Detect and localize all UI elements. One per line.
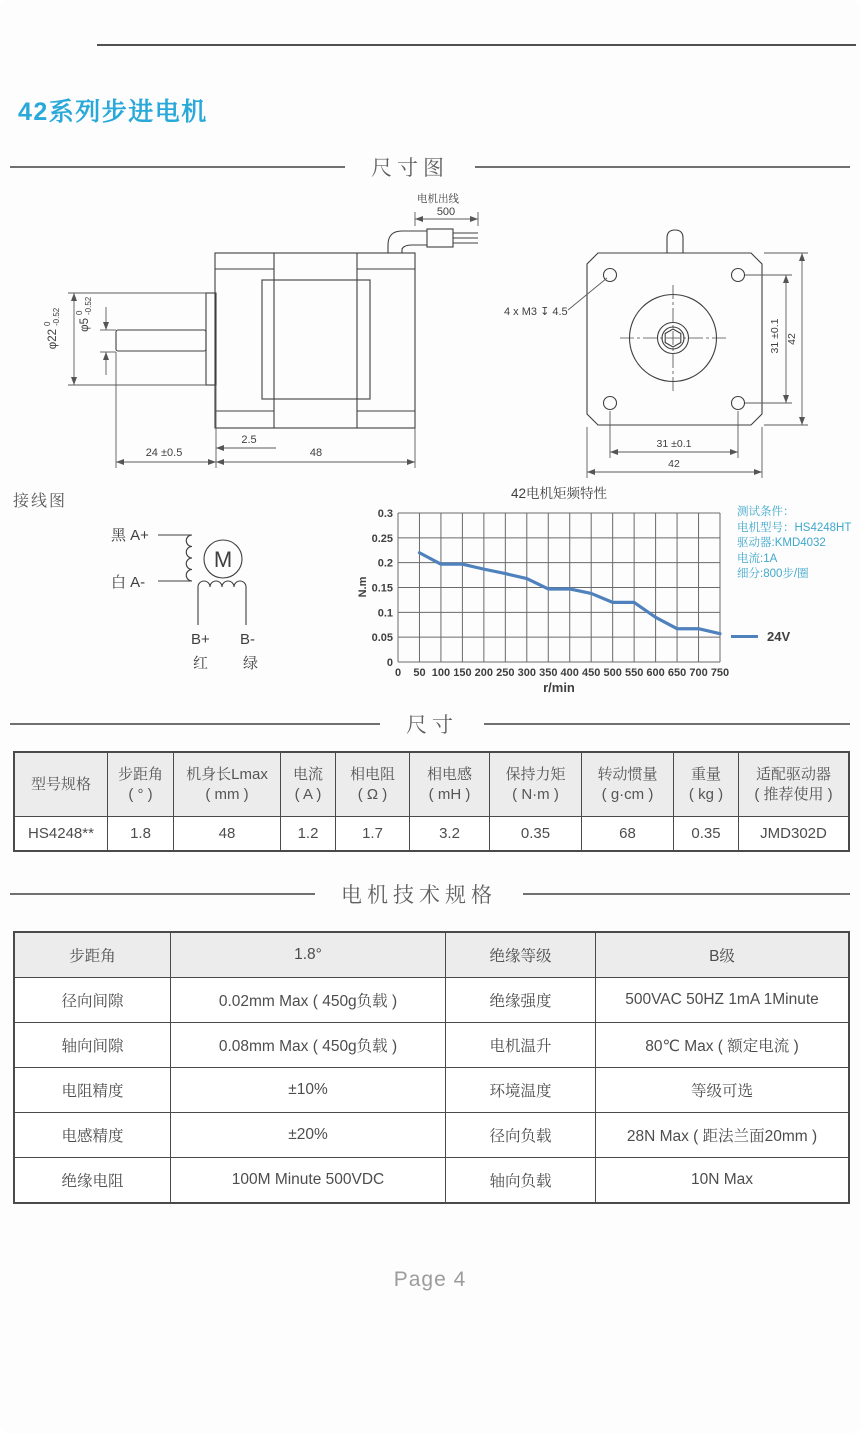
top-rule bbox=[97, 44, 856, 46]
motor-cable bbox=[388, 229, 478, 253]
col-header-phase-inductance: 相电感 ( mH ) bbox=[409, 753, 489, 816]
hole-note: 4 x M3 ↧ 4.5 bbox=[504, 306, 568, 318]
phase-b-plus-label: B+ bbox=[191, 631, 210, 648]
cell-weight: 0.35 bbox=[673, 816, 738, 850]
svg-text:-0.52: -0.52 bbox=[52, 307, 61, 326]
spec-label: 绝缘电阻 bbox=[15, 1157, 170, 1202]
spec-label: 环境温度 bbox=[445, 1067, 595, 1112]
section-header-dimension bbox=[10, 152, 850, 182]
hole-pitch-h-dim: 31 ±0.1 bbox=[656, 438, 692, 450]
x-tick-label: 150 bbox=[453, 667, 472, 679]
svg-text:φ5: φ5 bbox=[79, 318, 91, 332]
x-tick-label: 700 bbox=[689, 667, 708, 679]
size-spec-table bbox=[13, 751, 850, 852]
spec-label: 绝缘强度 bbox=[445, 977, 595, 1022]
y-tick-label: 0.1 bbox=[377, 607, 393, 620]
spec-label: 绝缘等级 bbox=[445, 933, 595, 977]
x-tick-label: 350 bbox=[539, 667, 558, 679]
cell-holding-torque: 0.35 bbox=[489, 816, 581, 850]
x-tick-label: 50 bbox=[413, 667, 426, 679]
shaft-diameter-dim bbox=[75, 296, 93, 332]
spec-label: 步距角 bbox=[15, 933, 170, 977]
spec-value: 10N Max bbox=[595, 1157, 848, 1202]
test-conditions-line: 测试条件： bbox=[737, 506, 795, 518]
y-tick-label: 0.15 bbox=[371, 582, 393, 595]
height-dim: 42 bbox=[786, 333, 798, 345]
shaft-length-dim: 24 ±0.5 bbox=[145, 447, 183, 459]
chart-ylabel: N.m bbox=[357, 576, 369, 598]
body-length-dim: 48 bbox=[309, 447, 323, 459]
cell-phase-inductance: 3.2 bbox=[409, 816, 489, 850]
x-tick-label: 500 bbox=[603, 667, 622, 679]
cable-label: 电机出线 bbox=[417, 193, 459, 205]
spec-value: 0.02mm Max ( 450g负载 ) bbox=[170, 977, 445, 1022]
section-header-tech-spec bbox=[10, 879, 850, 909]
rule-right bbox=[484, 723, 850, 725]
chart-legend bbox=[731, 629, 790, 644]
hole-pitch-v-dim: 31 ±0.1 bbox=[769, 318, 781, 354]
section-header-size bbox=[10, 709, 850, 739]
spec-label: 电机温升 bbox=[445, 1022, 595, 1067]
y-tick-label: 0.25 bbox=[371, 532, 393, 545]
torque-frequency-chart bbox=[358, 483, 728, 695]
y-tick-label: 0 bbox=[386, 657, 393, 669]
col-header-current: 电流 ( A ) bbox=[280, 753, 335, 816]
phase-a-plus-label: 黑 A+ bbox=[111, 527, 149, 544]
col-header-body-length: 机身长Lmax ( mm ) bbox=[173, 753, 280, 816]
svg-text:-0.52: -0.52 bbox=[84, 296, 93, 315]
spec-label: 径向负载 bbox=[445, 1112, 595, 1157]
spec-value: 100M Minute 500VDC bbox=[170, 1157, 445, 1202]
x-tick-label: 100 bbox=[431, 667, 451, 679]
spec-value: ±10% bbox=[170, 1067, 445, 1112]
y-tick-label: 0.2 bbox=[377, 557, 393, 570]
rule-right bbox=[523, 893, 850, 895]
page-title: 42系列步进电机 bbox=[18, 98, 208, 126]
x-tick-label: 400 bbox=[560, 667, 579, 679]
cell-model: HS4248** bbox=[15, 816, 107, 850]
motor-body bbox=[116, 253, 415, 428]
x-tick-label: 300 bbox=[517, 667, 536, 679]
spec-value: 28N Max ( 距法兰面20mm ) bbox=[595, 1112, 848, 1157]
legend-line-swatch bbox=[731, 635, 758, 638]
motor-symbol: M bbox=[213, 547, 233, 572]
svg-text:φ22: φ22 bbox=[47, 329, 59, 350]
col-header-weight: 重量 ( kg ) bbox=[673, 753, 738, 816]
spec-value: B级 bbox=[595, 933, 848, 977]
legend-label: 24V bbox=[767, 629, 791, 644]
phase-b-minus-label: B- bbox=[240, 631, 255, 648]
phase-a-minus-label: 白 A- bbox=[111, 574, 146, 591]
x-tick-label: 250 bbox=[496, 667, 515, 679]
section-title: 尺寸图 bbox=[371, 157, 449, 180]
cell-driver: JMD302D bbox=[738, 816, 848, 850]
x-tick-label: 450 bbox=[582, 667, 601, 679]
wiring-diagram bbox=[95, 515, 295, 680]
cell-body-length: 48 bbox=[173, 816, 280, 850]
spec-label: 径向间隙 bbox=[15, 977, 170, 1022]
test-conditions-line: 电流:1A bbox=[737, 552, 778, 565]
spec-value: 80℃ Max ( 额定电流 ) bbox=[595, 1022, 848, 1067]
cable-length-dim: 500 bbox=[436, 206, 456, 218]
front-view-drawing bbox=[490, 220, 860, 482]
tech-spec-table bbox=[13, 931, 850, 1204]
flange-plate bbox=[587, 230, 762, 425]
wiring-schematic bbox=[158, 535, 246, 625]
test-conditions-line: 细分:800步/圈 bbox=[737, 568, 809, 580]
width-dim: 42 bbox=[668, 458, 680, 470]
spec-label: 电感精度 bbox=[15, 1112, 170, 1157]
test-conditions bbox=[737, 505, 851, 583]
chart-title: 42电机矩频特性 bbox=[510, 486, 608, 501]
spec-value: 等级可选 bbox=[595, 1067, 848, 1112]
cell-current: 1.2 bbox=[280, 816, 335, 850]
page-number: Page 4 bbox=[393, 1268, 467, 1291]
boss-diameter-dim bbox=[43, 307, 61, 349]
spec-value: 1.8° bbox=[170, 933, 445, 977]
cell-rotor-inertia: 68 bbox=[581, 816, 673, 850]
wiring-diagram-label: 接线图 bbox=[13, 493, 68, 510]
dimension-annotations bbox=[43, 192, 478, 468]
b-minus-wire-color: 绿 bbox=[243, 655, 259, 672]
col-header-holding-torque: 保持力矩 ( N·m ) bbox=[489, 753, 581, 816]
x-tick-label: 750 bbox=[710, 667, 730, 679]
cell-step-angle: 1.8 bbox=[107, 816, 173, 850]
x-tick-label: 650 bbox=[667, 667, 687, 679]
flange-thickness-dim: 2.5 bbox=[241, 434, 257, 446]
svg-text:0: 0 bbox=[75, 310, 84, 315]
section-title: 电机技术规格 bbox=[341, 884, 497, 907]
col-header-model: 型号规格 bbox=[15, 753, 107, 816]
cell-phase-resistance: 1.7 bbox=[335, 816, 409, 850]
rule-right bbox=[475, 166, 850, 168]
spec-label: 轴向间隙 bbox=[15, 1022, 170, 1067]
spec-value: 500VAC 50HZ 1mA 1Minute bbox=[595, 977, 848, 1022]
x-tick-label: 550 bbox=[624, 667, 644, 679]
svg-text:0: 0 bbox=[43, 321, 52, 326]
section-title: 尺寸 bbox=[406, 714, 458, 737]
x-tick-label: 0 bbox=[394, 667, 402, 679]
test-conditions-line: 驱动器:KMD4032 bbox=[737, 537, 826, 549]
test-conditions-line: 电机型号：HS4248HT bbox=[737, 521, 852, 534]
spec-label: 轴向负载 bbox=[445, 1157, 595, 1202]
x-tick-label: 200 bbox=[474, 667, 494, 679]
rule-left bbox=[10, 893, 315, 895]
y-tick-label: 0.3 bbox=[377, 508, 393, 520]
b-plus-wire-color: 红 bbox=[193, 655, 209, 672]
y-tick-label: 0.05 bbox=[371, 632, 393, 645]
spec-label: 电阻精度 bbox=[15, 1067, 170, 1112]
x-tick-label: 600 bbox=[646, 667, 665, 679]
spec-value: ±20% bbox=[170, 1112, 445, 1157]
side-view-drawing bbox=[30, 185, 500, 475]
rule-left bbox=[10, 723, 380, 725]
col-header-step-angle: 步距角 ( ° ) bbox=[107, 753, 173, 816]
chart-xlabel: r/min bbox=[543, 680, 575, 695]
spec-value: 0.08mm Max ( 450g负载 ) bbox=[170, 1022, 445, 1067]
rule-left bbox=[10, 166, 345, 168]
col-header-driver: 适配驱动器 ( 推荐使用 ) bbox=[738, 753, 848, 816]
col-header-rotor-inertia: 转动惯量 ( g·cm ) bbox=[581, 753, 673, 816]
col-header-phase-resistance: 相电阻 ( Ω ) bbox=[335, 753, 409, 816]
